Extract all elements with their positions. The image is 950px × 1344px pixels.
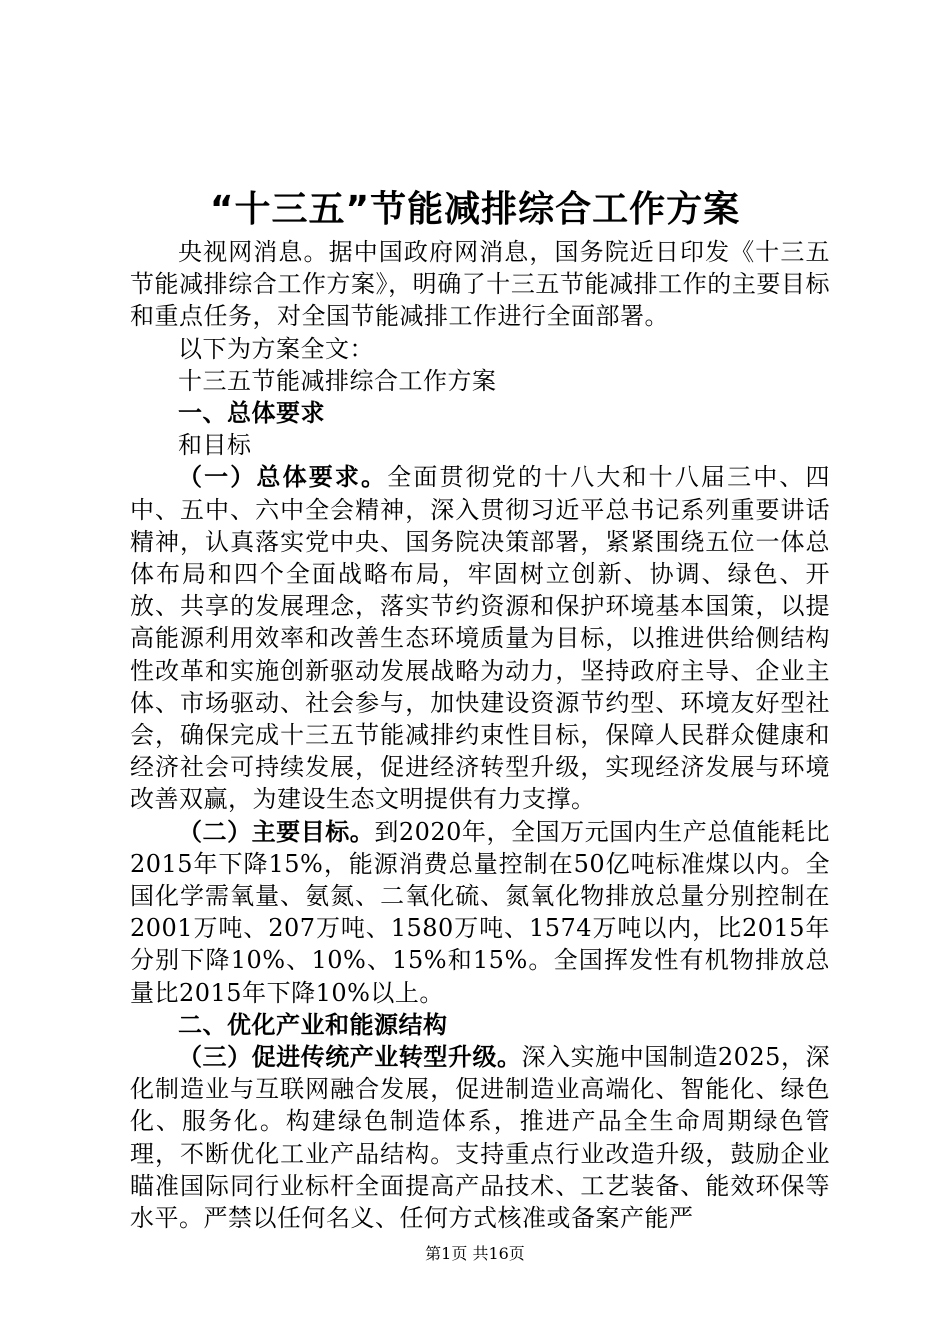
plan-name: 十三五节能减排综合工作方案 <box>178 366 497 395</box>
item-2-lead: （二）主要目标。 <box>178 817 375 846</box>
section-1-heading: 一、总体要求 <box>178 399 325 428</box>
item-3-text: 深入实施中国制造2025，深化制造业与互联网融合发展，促进制造业高端化、智能化、绿色化、服务化。构建绿色制造体系，推进产品全生命周期绿色管理，不断优化工业产品结构。支持重点行业改造升级，鼓励企业瞄准国际同行业标杆全面提高产品技术、工艺装备、能效环保等水平。严禁以任何名义、任何方式核准或备案产能严 <box>130 1043 831 1233</box>
fulltext-label: 以下为方案全文： <box>178 334 374 363</box>
item-1-paragraph <box>130 461 830 815</box>
document-title: “十三五”节能减排综合工作方案 <box>209 189 741 230</box>
item-3-lead: （三）促进传统产业转型升级。 <box>178 1043 522 1072</box>
intro-paragraph: 央视网消息。据中国政府网消息，国务院近日印发《十三五节能减排综合工作方案》，明确了十三五节能减排工作的主要目标和重点任务，对全国节能减排工作进行全面部署。 <box>130 238 830 331</box>
page-footer: 第1页 共16页 <box>425 1244 525 1263</box>
item-2-paragraph <box>130 816 830 1009</box>
item-1-text: 全面贯彻党的十八大和十八届三中、四中、五中、六中全会精神，深入贯彻习近平总书记系列重要讲话精神，认真落实党中央、国务院决策部署，紧紧围绕五位一体总体布局和四个全面战略布局，牢固树立创新、协调、绿色、开放、共享的发展理念，落实节约资源和保护环境基本国策，以提高能源利用效率和改善生态环境质量为目标，以推进供给侧结构性改革和实施创新驱动发展战略为动力，坚持政府主导、企业主体、市场驱动、社会参与，加快建设资源节约型、环境友好型社会，确保完成十三五节能减排约束性目标，保障人民群众健康和经济社会可持续发展，促进经济转型升级，实现经济发展与环境改善双赢，为建设生态文明提供有力支撑。 <box>130 463 831 814</box>
item-2-text: 到2020年，全国万元国内生产总值能耗比2015年下降15%，能源消费总量控制在50亿吨标准煤以内。全国化学需氧量、氨氮、二氧化硫、氮氧化物排放总量分别控制在2001万吨、207万吨、1580万吨、1574万吨以内，比2015年分别下降10%、10%、15%和15%。全国挥发性有机物排放总量比2015年下降10%以上。 <box>130 817 831 1007</box>
section-2-heading: 二、优化产业和能源结构 <box>178 1010 448 1039</box>
item-1-lead: （一）总体要求。 <box>178 463 388 492</box>
item-3-paragraph <box>130 1041 830 1234</box>
document-body <box>130 236 830 1234</box>
section-1-subheading: 和目标 <box>178 431 252 460</box>
